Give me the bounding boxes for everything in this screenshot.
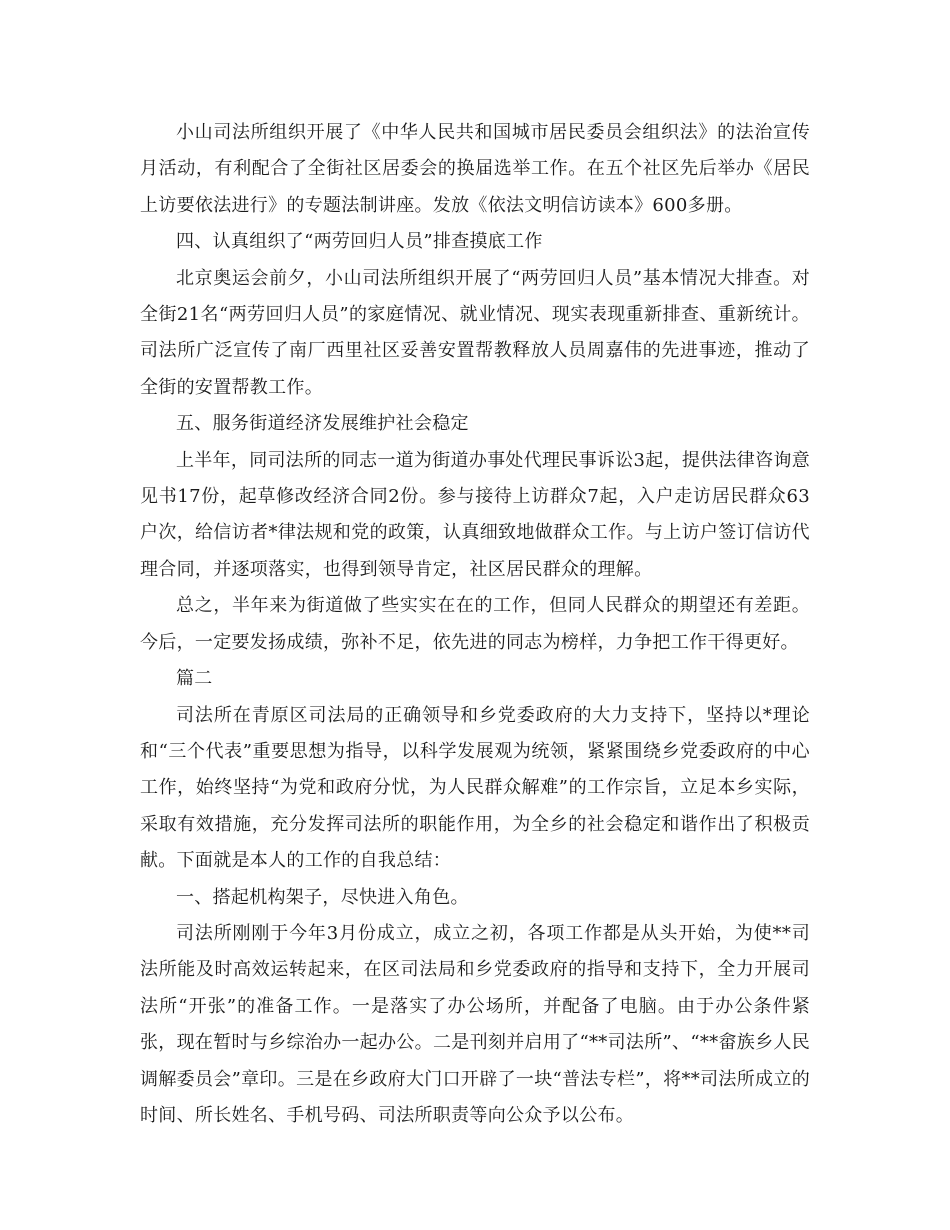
section-heading: 五、服务街道经济发展维护社会稳定 [176, 413, 469, 435]
paragraph: 总之，半年来为街道做了些实实在在的工作，但同人民群众的期望还有差距。今后，一定要发扬成绩，弥补不足，依先进的同志为榜样，力争把工作干得更好。 [140, 595, 810, 653]
document-body [140, 115, 810, 1134]
section-heading: 一、搭起机构架子，尽快进入角色。 [176, 886, 469, 908]
paragraph: 上半年，同司法所的同志一道为街道办事处代理民事诉讼3起，提供法律咨询意见书17份，起草修改经济合同2份。参与接待上访群众7起，入户走访居民群众63户次，给信访者*律法规和党的政策，认真细致地做群众工作。与上访户签订信访代理合同，并逐项落实，也得到领导肯定，社区居民群众的理解。 [140, 449, 810, 580]
paragraph: 司法所在青原区司法局的正确领导和乡党委政府的大力支持下，坚持以*理论和“三个代表”重要思想为指导，以科学发展观为统领，紧紧围绕乡党委政府的中心工作，始终坚持“为党和政府分忧，为人民群众解难”的工作宗旨，立足本乡实际，采取有效措施，充分发挥司法所的职能作用，为全乡的社会稳定和谐作出了积极贡献。下面就是本人的工作的自我总结： [140, 704, 810, 872]
paragraph: 小山司法所组织开展了《中华人民共和国城市居民委员会组织法》的法治宣传月活动，有利配合了全街社区居委会的换届选举工作。在五个社区先后举办《居民上访要依法进行》的专题法制讲座。发放《依法文明信访读本》600多册。 [140, 122, 810, 216]
part-heading: 篇二 [176, 668, 213, 690]
section-heading: 四、认真组织了“两劳回归人员”排查摸底工作 [176, 231, 543, 253]
paragraph: 司法所刚刚于今年3月份成立，成立之初，各项工作都是从头开始，为使**司法所能及时高效运转起来，在区司法局和乡党委政府的指导和支持下，全力开展司法所“开张”的准备工作。一是落实了办公场所，并配备了电脑。由于办公条件紧张，现在暂时与乡综治办一起办公。二是刊刻并启用了“**司法所”、“**畲族乡人民调解委员会”章印。三是在乡政府大门口开辟了一块“普法专栏”，将**司法所成立的时间、所长姓名、手机号码、司法所职责等向公众予以公布。 [140, 922, 810, 1126]
paragraph: 北京奥运会前夕，小山司法所组织开展了“两劳回归人员”基本情况大排查。对全街21名“两劳回归人员”的家庭情况、就业情况、现实表现重新排查、重新统计。司法所广泛宣传了南厂西里社区妥善安置帮教释放人员周嘉伟的先进事迹，推动了全街的安置帮教工作。 [140, 267, 810, 398]
